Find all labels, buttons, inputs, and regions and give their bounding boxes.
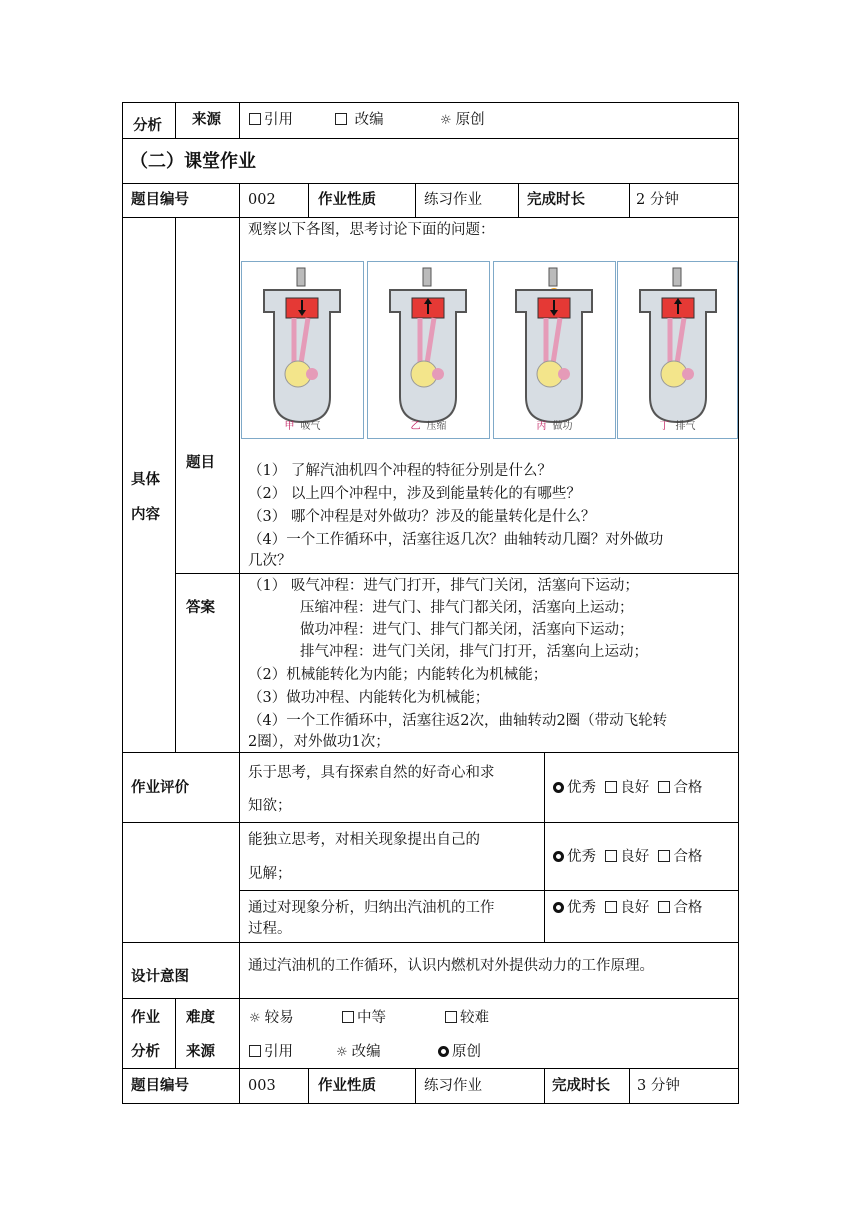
design-text: 通过汽油机的工作循环，认识内燃机对外提供动力的工作原理。 <box>248 958 654 974</box>
question-intro: 观察以下各图，思考讨论下面的问题： <box>248 222 495 238</box>
answer-line: （3）做功冲程、内能转化为机械能； <box>248 690 490 706</box>
rating-options[interactable]: 优秀 良好 合格 <box>553 778 702 799</box>
answer-line: 压缩冲程：进气门、排气门都关闭，活塞向上运动； <box>300 600 634 616</box>
answer-line: 做功冲程：进气门、排气门都关闭，活塞向下运动； <box>300 622 634 638</box>
source-option-cite[interactable]: 引用 <box>249 110 293 131</box>
source-cite[interactable]: 引用 <box>249 1042 293 1063</box>
id-label: 题目编号 <box>131 192 189 208</box>
source-option-adapt[interactable]: 改编 <box>335 110 384 131</box>
checkbox-icon <box>249 1045 261 1057</box>
nature-value-003: 练习作业 <box>424 1078 482 1094</box>
answer-line: （1） 吸气冲程：进气门打开，排气门关闭，活塞向下运动； <box>248 578 639 594</box>
checkbox-icon <box>249 113 261 125</box>
analysis-label: 分析 <box>133 118 162 134</box>
section-title: （二）课堂作业 <box>130 151 256 172</box>
checkbox-icon <box>658 781 670 793</box>
checkbox-icon <box>658 901 670 913</box>
evaluation-text: 见解； <box>248 866 292 882</box>
evaluation-text: 乐于思考，具有探索自然的好奇心和求 <box>248 765 495 781</box>
engine-diagram-icon <box>494 262 615 438</box>
evaluation-label: 作业评价 <box>131 780 189 796</box>
design-label: 设计意图 <box>131 969 189 985</box>
checkbox-icon <box>605 850 617 862</box>
id-value: 002 <box>248 192 276 208</box>
question-line: 几次？ <box>248 553 292 569</box>
engine-figure-power: 丙 做功 <box>493 261 616 439</box>
rating-options[interactable]: 优秀 良好 合格 <box>553 847 702 868</box>
answer-line: （4）一个工作循环中，活塞往返2次，曲轴转动2圈（带动飞轮转 <box>248 713 668 729</box>
question-line: （4）一个工作循环中，活塞往返几次？曲轴转动几圈？对外做功 <box>248 532 664 548</box>
engine-figure-intake: 甲 吸气 <box>241 261 364 439</box>
id-label-003: 题目编号 <box>131 1078 189 1094</box>
evaluation-text: 知欲； <box>248 798 292 814</box>
sun-icon: ☼ <box>249 1011 261 1026</box>
difficulty-easy[interactable]: ☼ 较易 <box>249 1010 294 1026</box>
question-line: （1） 了解汽油机四个冲程的特征分别是什么？ <box>248 463 552 479</box>
answer-line: （2）机械能转化为内能；内能转化为机械能； <box>248 667 548 683</box>
source-adapt[interactable]: ☼ 改编 <box>336 1044 381 1060</box>
evaluation-text: 能独立思考，对相关现象提出自己的 <box>248 832 480 848</box>
checkbox-icon <box>342 1011 354 1023</box>
duration-label-003: 完成时长 <box>552 1078 610 1094</box>
evaluation-text: 过程。 <box>248 921 292 937</box>
selected-radio-icon <box>553 782 564 793</box>
id-value-003: 003 <box>248 1078 276 1094</box>
nature-label-003: 作业性质 <box>318 1078 376 1094</box>
analysis-label-2: 分析 <box>131 1044 160 1060</box>
answer-label: 答案 <box>186 600 215 616</box>
question-line: （2） 以上四个冲程中，涉及到能量转化的有哪些？ <box>248 486 581 502</box>
sun-icon: ☼ <box>440 113 452 128</box>
source-label-2: 来源 <box>186 1044 215 1060</box>
checkbox-icon <box>658 850 670 862</box>
engine-figure-compression: 乙 压缩 <box>367 261 490 439</box>
checkbox-icon <box>605 901 617 913</box>
difficulty-label: 难度 <box>186 1010 215 1026</box>
content-label-1: 具体 <box>131 472 160 488</box>
engine-diagram-icon <box>368 262 489 438</box>
question-label: 题目 <box>186 455 215 471</box>
engine-diagram-icon <box>242 262 363 438</box>
nature-value: 练习作业 <box>424 192 482 208</box>
checkbox-icon <box>605 781 617 793</box>
duration-value: 2 分钟 <box>636 192 679 208</box>
selected-radio-icon <box>553 851 564 862</box>
engine-diagram-icon <box>618 262 737 438</box>
question-line: （3） 哪个冲程是对外做功？涉及的能量转化是什么？ <box>248 509 596 525</box>
answer-line: 2圈），对外做功1次； <box>248 734 390 750</box>
engine-figure-exhaust: 丁 排气 <box>617 261 738 439</box>
duration-label: 完成时长 <box>527 192 585 208</box>
sun-icon: ☼ <box>336 1045 348 1060</box>
source-label: 来源 <box>192 112 221 128</box>
nature-label: 作业性质 <box>318 192 376 208</box>
checkbox-icon <box>335 113 347 125</box>
difficulty-medium[interactable]: 中等 <box>342 1008 386 1029</box>
hw-label: 作业 <box>131 1010 160 1026</box>
selected-radio-icon <box>438 1046 449 1057</box>
duration-value-003: 3 分钟 <box>637 1078 680 1094</box>
evaluation-text: 通过对现象分析，归纳出汽油机的工作 <box>248 900 495 916</box>
rating-options[interactable]: 优秀 良好 合格 <box>553 898 702 919</box>
checkbox-icon <box>445 1011 457 1023</box>
selected-radio-icon <box>553 902 564 913</box>
answer-line: 排气冲程：进气门关闭，排气门打开，活塞向上运动； <box>300 644 648 660</box>
source-original[interactable]: 原创 <box>438 1042 481 1063</box>
content-label-2: 内容 <box>131 507 160 523</box>
difficulty-hard[interactable]: 较难 <box>445 1008 489 1029</box>
source-option-original[interactable]: ☼ 原创 <box>440 112 485 128</box>
